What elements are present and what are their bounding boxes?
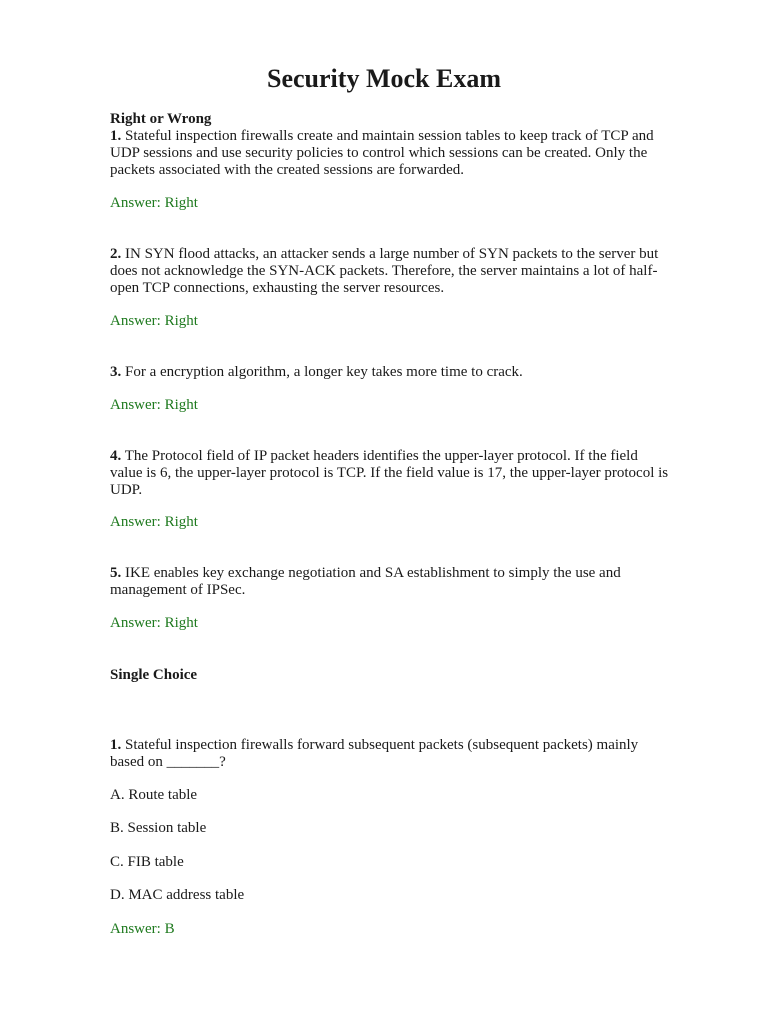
answer-rw-5: Answer: Right [110,615,198,631]
question-rw-1 [110,128,670,179]
answer-rw-1: Answer: Right [110,195,198,211]
question-number: 2. [110,246,122,262]
question-rw-2 [110,246,670,297]
question-text: IKE enables key exchange negotiation and SA establishment to simply the use and management of IPSec. [110,565,621,598]
question-number: 5. [110,565,122,581]
question-rw-5 [110,565,670,599]
option-b: B. Session table [110,820,207,836]
question-text: Stateful inspection firewalls create and maintain session tables to keep track of TCP and UDP sessions and use security policies to control which sessions can be created. Only the packets associated with the created sessions are forwarded. [110,128,654,178]
section-heading-single-choice: Single Choice [110,667,198,683]
option-d: D. MAC address table [110,887,245,903]
question-number: 4. [110,448,122,464]
question-number: 3. [110,364,122,380]
question-number: 1. [110,737,122,753]
section-heading-right-or-wrong: Right or Wrong [110,111,212,127]
answer-sc-1: Answer: B [110,921,175,937]
question-text: For a encryption algorithm, a longer key takes more time to crack. [125,364,523,380]
question-number: 1. [110,128,122,144]
answer-rw-2: Answer: Right [110,313,198,329]
question-text: IN SYN flood attacks, an attacker sends a large number of SYN packets to the server but does not acknowledge the SYN-ACK packets. Therefore, the server maintains a lot of half-open TCP connections, exhausting the server resources. [110,246,659,296]
question-text: The Protocol field of IP packet headers identifies the upper-layer protocol. If the field value is 6, the upper-layer protocol is TCP. If the field value is 17, the upper-layer protocol is UDP. [110,448,669,498]
question-sc-1 [110,737,670,771]
answer-rw-3: Answer: Right [110,397,198,413]
answer-rw-4: Answer: Right [110,514,198,530]
option-a: A. Route table [110,787,198,803]
question-rw-3 [110,364,670,381]
question-text: Stateful inspection firewalls forward subsequent packets (subsequent packets) mainly based on _______? [110,737,639,770]
option-c: C. FIB table [110,854,184,870]
question-rw-4 [110,448,670,499]
page-title: Security Mock Exam [267,64,501,93]
